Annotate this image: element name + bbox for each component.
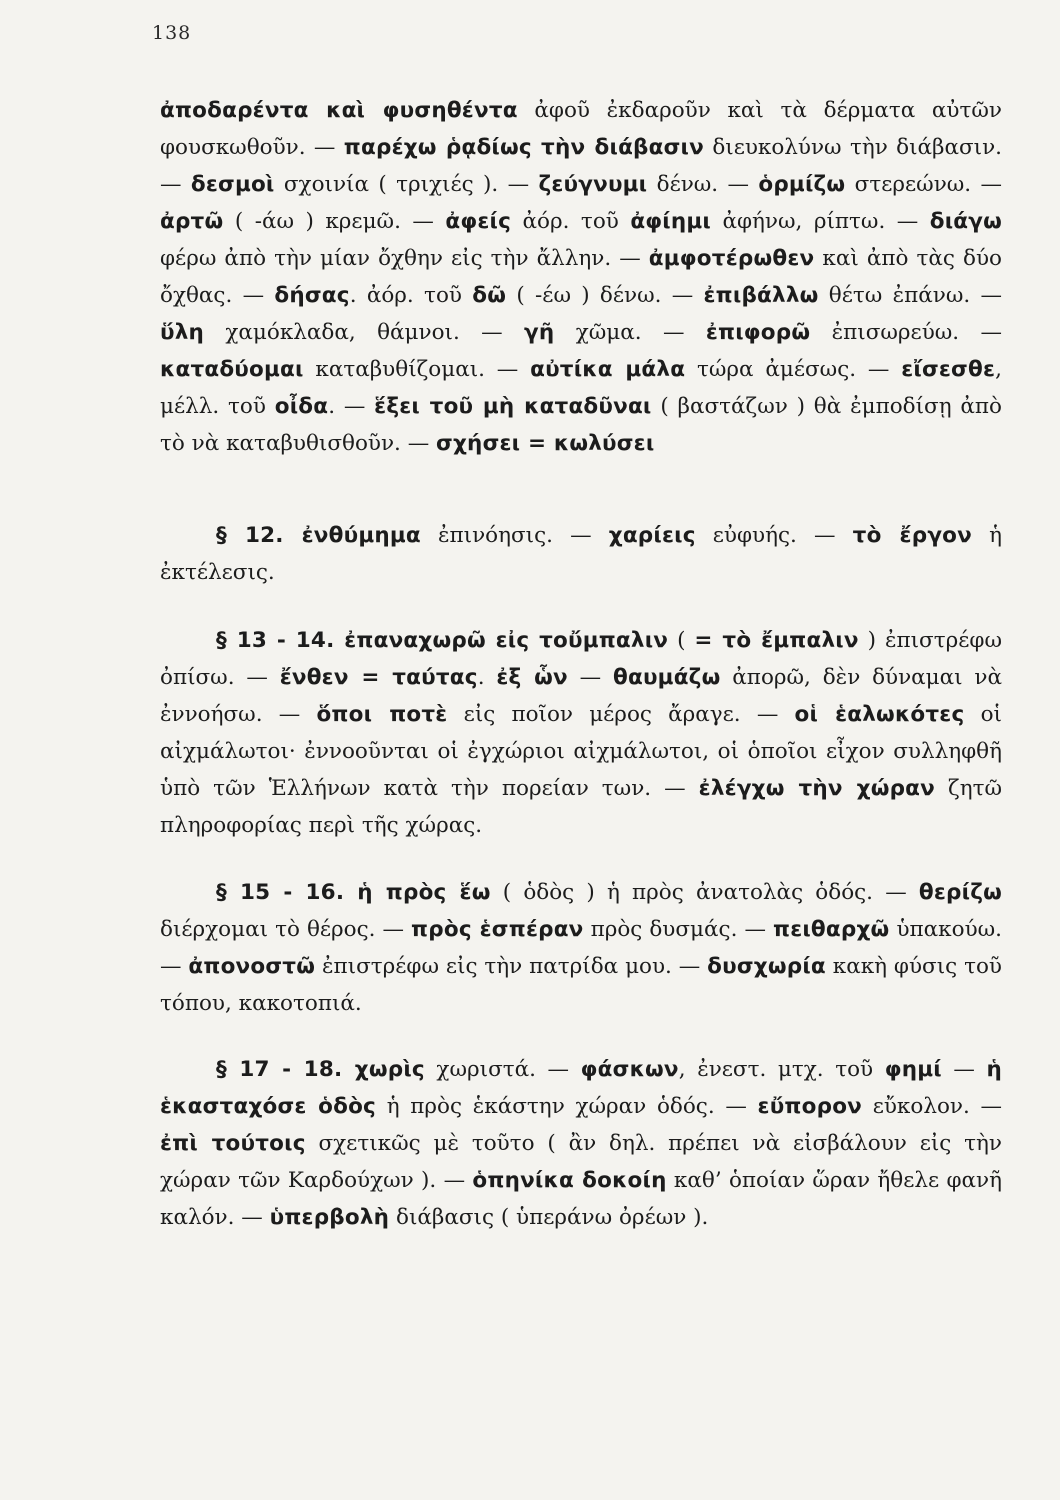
paragraph-text [160,92,1002,462]
gloss-text: διάβασις ( ὑπεράνω ὀρέων ). [389,1205,709,1230]
headword: ἀπονοστῶ [188,954,316,979]
headword: ἀφείς [445,209,512,234]
headword: § 12. ἐνθύμημα [216,523,421,548]
headword: § 13 - 14. ἐπαναχωρῶ εἰς τοὔμπαλιν [216,628,669,653]
headword: ἐξ ὧν [496,665,568,690]
headword: ἔνθεν = ταύτας [279,665,478,690]
gloss-text: ( [668,628,695,653]
headword: § 15 - 16. ἡ πρὸς ἕω [216,880,491,905]
paragraph-text [160,517,1002,591]
headword: ὑπερβολὴ [269,1205,390,1230]
gloss-text: ἡ πρὸς ἑκάστην χώραν ὁδός. — [376,1094,758,1119]
headword: οἶδα [274,394,329,419]
gloss-text: , ἐνεστ. μτχ. τοῦ [678,1057,885,1082]
headword: πρὸς ἑσπέραν [411,917,584,942]
headword: ὁρμίζω [758,172,846,197]
headword: ζεύγνυμι [538,172,648,197]
headword: ἡ ἑκασταχόσε ὁδὸς [160,1057,1002,1119]
headword: ἐπιφορῶ [705,320,811,345]
headword: ἐπὶ τούτοις [160,1131,306,1156]
headword: ἀμφοτέρωθεν [648,246,815,271]
gloss-text: χαμόκλαδα, θάμνοι. — [204,320,525,345]
gloss-text: στερεώνω. — [845,172,1002,197]
headword: αὐτίκα μάλα [530,357,686,382]
headword: δήσας [274,283,350,308]
gloss-text: ἀόρ. τοῦ [511,209,631,234]
gloss-text: διέρχομαι τὸ θέρος. — [160,917,412,942]
glossary-paragraph [160,622,1002,844]
glossary-paragraph [160,1051,1002,1236]
paragraph-text [160,1051,1002,1236]
gloss-text: καὶ ἀπὸ τὰς δύο ὄχθας. — [160,246,1002,308]
headword: ἐπιβάλλω [703,283,819,308]
gloss-text: εἰς ποῖον μέρος ἄραγε. — [447,702,795,727]
headword: ὅποι ποτὲ [316,702,448,727]
gloss-text: ἀπορῶ, δὲν δύναμαι νὰ ἐννοήσω. — [160,665,1003,727]
headword: εἴσεσθε [901,357,996,382]
gloss-text: εὔκολον. — [862,1094,1002,1119]
headword: χαρίεις [608,523,696,548]
gloss-text: τώρα ἀμέσως. — [685,357,902,382]
gloss-text: ἐπιστρέφω εἰς τὴν πατρίδα μου. — [315,954,708,979]
headword: φημί [884,1057,942,1082]
gloss-text: ( -έω ) δένω. — [506,283,704,308]
headword: παρέχω ῥᾳδίως τὴν διάβασιν [343,135,704,160]
gloss-text: φέρω ἀπὸ τὴν μίαν ὄχθην εἰς τὴν ἄλλην. — [160,246,649,271]
headword: ἀρτῶ [160,209,224,234]
gloss-text: ἐπισωρεύω. — [810,320,1002,345]
gloss-text: θέτω ἐπάνω. — [818,283,1002,308]
glossary-paragraph [160,874,1002,1022]
headword: = τὸ ἔμπαλιν [694,628,859,653]
gloss-text: δένω. — [647,172,759,197]
headword: δῶ [472,283,507,308]
gloss-text: . [477,665,497,690]
headword: τὸ ἔργον [852,523,972,548]
gloss-text: πρὸς δυσμάς. — [583,917,773,942]
gloss-text: , μέλλ. τοῦ [160,357,1002,419]
headword: σχήσει = κωλύσει [436,431,655,456]
headword: ὁπηνίκα δοκοίη [472,1168,667,1193]
gloss-text: ἐπινόησις. — [420,523,609,548]
gloss-text: ( -άω ) κρεμῶ. — [223,209,446,234]
gloss-text: οἱ αἰχμάλωτοι· ἐννοοῦνται οἱ ἐγχώριοι αἰχμάλωτοι, οἱ ὁποῖοι εἶχον συλληφθῆ ὑπὸ τῶν Ἑλλήνων κατὰ τὴν πορείαν των. — [160,702,1002,801]
headword: ἀφίημι [630,209,711,234]
gloss-text: εὐφυής. — [695,523,853,548]
glossary-paragraph [160,517,1002,591]
gloss-text: ( ὁδὸς ) ἡ πρὸς ἀνατολὰς ὁδός. — [490,880,919,905]
gloss-text: σχοινία ( τριχιές ). — [274,172,539,197]
headword: δυσχωρία [707,954,826,979]
headword: εὔπορον [757,1094,863,1119]
gloss-text: κακὴ φύσις τοῦ τόπου, κακοτοπιά. [160,954,1002,1016]
gloss-text: . — [328,394,375,419]
headword: ἕξει τοῦ μὴ καταδῦναι [374,394,652,419]
gloss-text: σχετικῶς μὲ τοῦτο ( ἂν δηλ. πρέπει νὰ εἰσβάλουν εἰς τὴν χώραν τῶν Καρδούχων ). — [160,1131,1002,1193]
headword: θαυμάζω [613,665,721,690]
gloss-text: ( βαστάζων ) θὰ ἐμποδίσῃ ἀπὸ τὸ νὰ καταβυθισθοῦν. — [160,394,1002,456]
gloss-text: καθ’ ὁποίαν ὥραν ἤθελε φανῆ καλόν. — [160,1168,1002,1230]
headword: θερίζω [918,880,1002,905]
headword: δεσμοὶ [190,172,275,197]
headword: γῆ [524,320,555,345]
gloss-text: χῶμα. — [554,320,706,345]
headword: φάσκων [580,1057,679,1082]
headword: καταδύομαι [160,357,304,382]
headword: πειθαρχῶ [772,917,890,942]
glossary-paragraph [160,92,1002,462]
gloss-text: ζητῶ πληροφορίας περὶ τῆς χώρας. [160,776,1003,838]
gloss-text: . ἀόρ. τοῦ [349,283,473,308]
headword: διάγω [929,209,1002,234]
paragraph-text [160,874,1002,1022]
gloss-text: ἀφήνω, ρίπτω. — [710,209,930,234]
headword: ἐλέγχω τὴν χώραν [698,776,936,801]
gloss-text: διευκολύνω τὴν διάβασιν. — [160,135,1002,197]
gloss-text: χωριστά. — [424,1057,581,1082]
gloss-text: — [941,1057,987,1082]
headword: ἀποδαρέντα καὶ φυσηθέντα [160,98,518,123]
page-number: 138 [152,22,192,44]
gloss-text: ἡ ἐκτέλεσις. [160,523,1003,585]
gloss-text: ) ἐπιστρέφω ὀπίσω. — [160,628,1002,690]
paragraph-text [160,622,1002,844]
gloss-text: ἀφοῦ ἐκδαροῦν καὶ τὰ δέρματα αὐτῶν φουσκωθοῦν. — [160,98,1002,160]
headword: οἱ ἑαλωκότες [794,702,965,727]
headword: ὕλη [160,320,205,345]
gloss-text: καταβυθίζομαι. — [303,357,531,382]
gloss-text: ὑπακούω. — [160,917,1003,979]
headword: § 17 - 18. χωρὶς [216,1057,425,1082]
gloss-text: — [567,665,614,690]
